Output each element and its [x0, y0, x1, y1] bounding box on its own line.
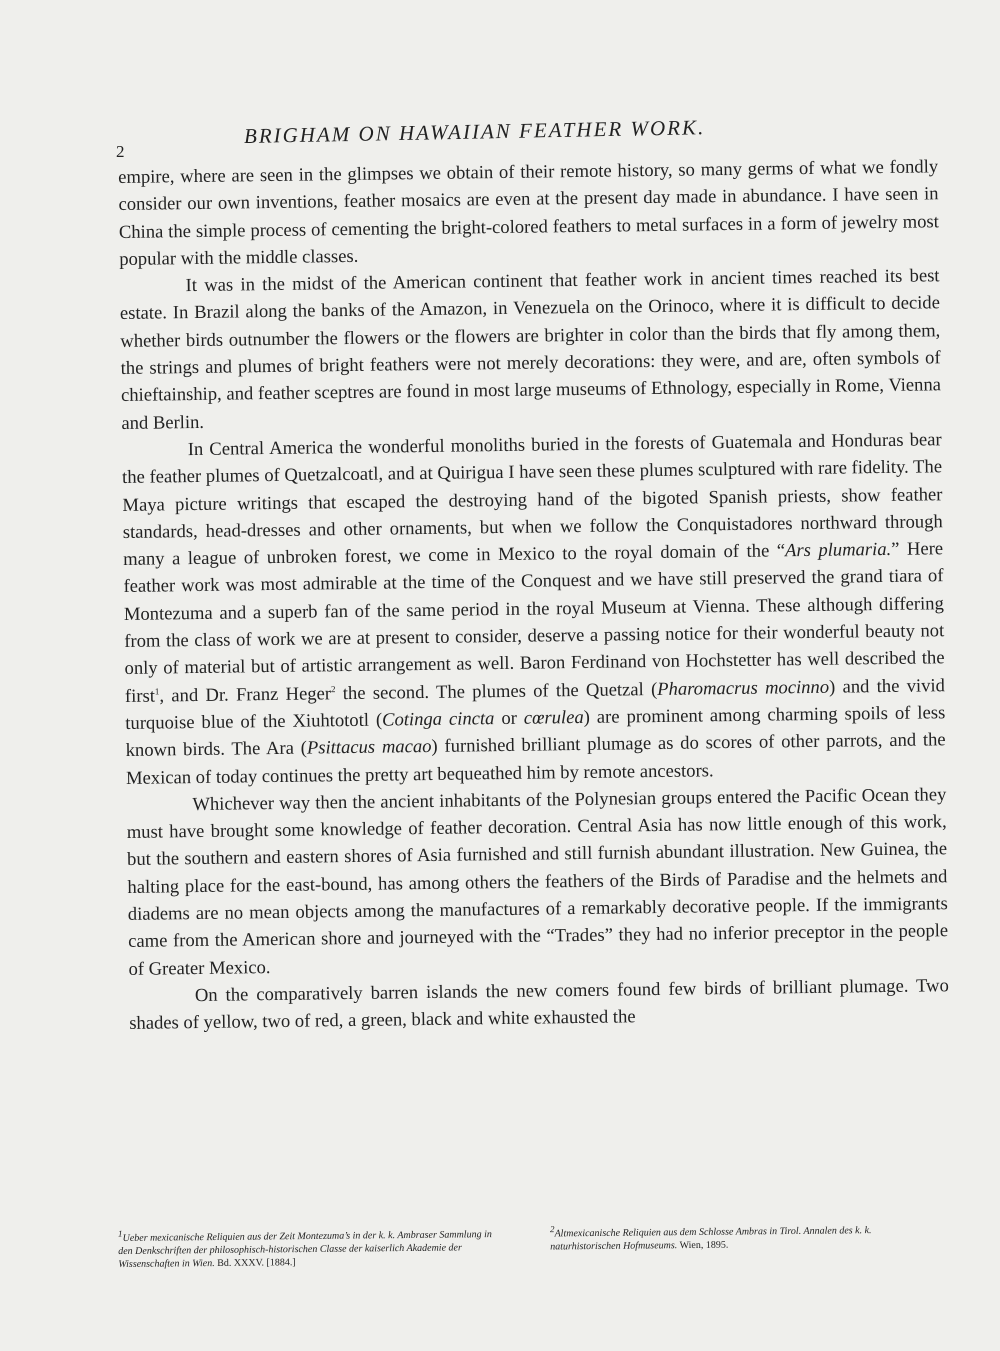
footnote-1-title: Ueber mexicanische Reliquien aus der Zeit Montezuma’s in der k. k. Ambraser Sammlung in den Denkschriften der philosophisch-historischen Classe der kaiserlich Akademie der Wissenschaften in Wien.	[118, 1229, 492, 1270]
footnote-2	[550, 1223, 940, 1266]
footnote-2-marker: 2	[549, 1224, 555, 1235]
footnote-2-title: Altmexicanische Reliquien aus dem Schlosse Ambras in Tirol. Annalen des k. k. naturhistorischen Hofmuseums.	[550, 1225, 872, 1253]
paragraph-5: On the comparatively barren islands the new comers found few birds of brilliant plumage. Two shades of yellow, two of red, a green, black and white exhausted the	[129, 975, 949, 1035]
ars-plumaria-term: Ars plumaria.	[784, 539, 892, 562]
species-name-quetzal: Pharomacrus mocinno	[657, 676, 830, 700]
p3-text-4: the second. The plumes of the Quetzal (	[335, 678, 658, 704]
footnote-1-marker: 1	[117, 1228, 123, 1239]
p3-text-7: ) are prominent among charming spoils of less known birds. The Ara (	[125, 702, 946, 762]
footnote-ref-1: 1	[154, 685, 160, 697]
p3-text-5: ) and the vivid turquoise blue of the Xiuhtototl (	[125, 674, 946, 734]
species-name-cotinga: Cotinga cincta	[381, 708, 495, 731]
p3-text-2: ” Here feather work was most admirable at the time of the Conquest and we have still preserved the grand tiara of Montezuma and a superb fan of the same period in the royal Museum at Vienna. These although differing from the class of work we are at present to consider, deserve a passing notice for their wonderful beauty not only of material but of artistic arrangement as well. Baron Ferdinand von Hochstetter has well described the first	[123, 538, 945, 707]
body-text	[118, 153, 949, 1037]
species-name-caerulea: cœrulea	[523, 706, 584, 729]
paragraph-3	[122, 426, 947, 792]
paragraph-2: It was in the midst of the American continent that feather work in ancient times reached its best estate. In Brazil along the banks of the Amazon, in Venezuela on the Orinoco, where it is difficult to decide whether birds outnumber the flowers or the flowers are brighter in color than the birds that fly among them, the strings and plumes of bright feathers were not merely decorations: they were, and are, often symbols of chieftainship, and feather sceptres are found in most large museums of Ethnology, especially in Rome, Vienna and Berlin.	[119, 265, 942, 434]
p3-text-8: ) furnished brilliant plumage as do scores of other parrots, and the Mexican of today continues the pretty art bequeathed him by remote ancestors.	[125, 729, 946, 789]
p3-text-6: or	[494, 707, 524, 730]
p3-text-1: In Central America the wonderful monoliths buried in the forests of Guatemala and Honduras bear the feather plumes of Quetzalcoatl, and at Quirigua I have seen these plumes sculptured with rare fidelity. The Maya picture writings that escaped the destroying hand of the bigoted Spanish priests, show feather standards, head-dresses and other ornaments, but when we follow the Conquistadores northward through many a league of unbroken forest, we come in Mexico to the royal domain of the “	[121, 429, 943, 571]
running-title: BRIGHAM ON HAWAIIAN FEATHER WORK.	[243, 115, 706, 148]
paragraph-4: Whichever way then the ancient inhabitants of the Polynesian groups entered the Pacific Ocean they must have brought some knowledge of feather decoration. Central Asia has now little enough of this work, but the southern and eastern shores of Asia furnished and still furnish abundant illustration. New Guinea, the halting place for the east-bound, has among others the feathers of the Birds of Paradise and the helmets and diadems are no mean objects among the manufactures of a remarkably decorative people. If the immigrants came from the American shore and journeyed with the “Trades” they had no inferior preceptor in the people of Greater Mexico.	[126, 784, 949, 980]
footnote-1	[118, 1228, 508, 1271]
page-number: 2	[116, 142, 126, 161]
footnote-2-citation: Wien, 1895.	[677, 1239, 729, 1252]
species-name-ara: Psittacus macao	[306, 736, 432, 759]
p3-text-3: , and Dr. Franz Heger	[159, 682, 332, 707]
paragraph-1: empire, where are seen in the glimpses we obtain of their remote history, so many germs of what we fondly consider our own inventions, feather mosaics are even at the present day made in abundance. I have seen in China the simple process of cementing the bright-colored feathers to metal surfaces in a form of jewelry most popular with the middle classes.	[118, 156, 939, 270]
footnote-1-citation: Bd. XXXV. [1884.]	[214, 1257, 296, 1269]
footnote-ref-2: 2	[330, 683, 336, 694]
footnotes	[118, 1223, 940, 1271]
